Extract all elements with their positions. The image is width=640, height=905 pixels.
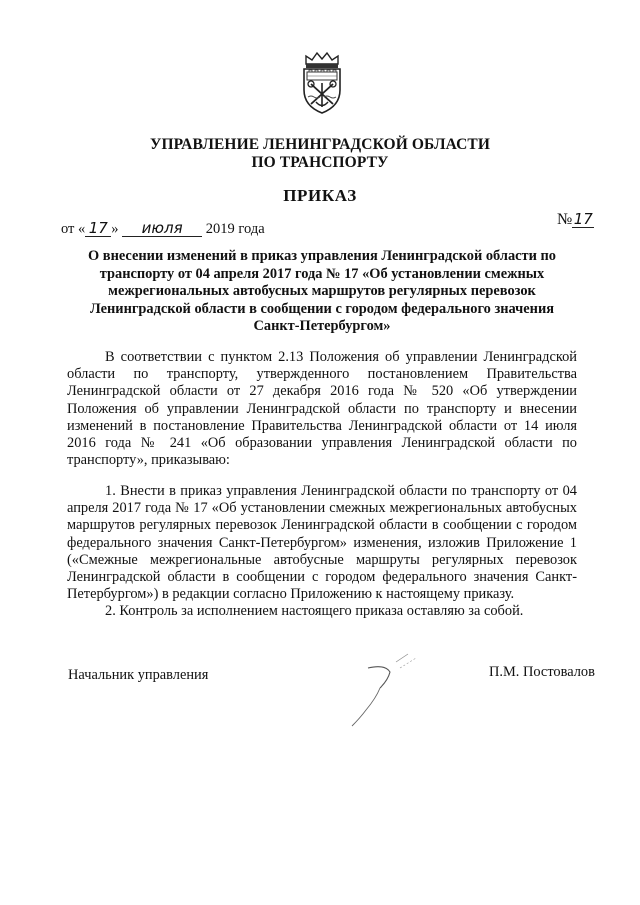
date-prefix: от « [61,221,86,237]
order-items [67,483,577,621]
number-prefix: № [557,211,573,228]
date-month: июля [122,220,202,237]
org-line-2: ПО ТРАНСПОРТУ [251,154,389,171]
org-line-1: УПРАВЛЕНИЕ ЛЕНИНГРАДСКОЙ ОБЛАСТИ [149,136,491,153]
date-mid: » [111,221,119,237]
document-type: ПРИКАЗ [283,186,357,205]
preamble-section [67,349,577,469]
signatory-title: Начальник управления [68,667,209,683]
organization-name [0,136,640,172]
date-year: 2019 года [205,221,265,237]
order-date [61,220,265,238]
preamble-paragraph: В соответствии с пунктом 2.13 Положения об управлении Ленинградской области по транспорту, утвержденного постановлением Правительства Ленинградской области от 27 декабря 2016 года № 520 «Об утверждении Положения об управлении Ленинградской области по транспорту и внесении изменений в постановление Правительства Ленинградской области от 14 июля 2016 года № 241 «Об образовании управления Ленинградской области по транспорту», приказываю: [67,349,577,469]
number-value: 17 [573,210,593,228]
order-subject: О внесении изменений в приказ управления Ленинградской области по транспорту от 04 апреля 2017 года № 17 «Об установлении смежных межрегиональных автобусных маршрутов регулярных перевозок Ленинградской области в сообщении с городом федерального значения Санкт-Петербургом» [88,248,556,334]
date-day: 17 [85,220,111,237]
coat-of-arms-icon [298,50,346,116]
order-item-1: 1. Внести в приказ управления Ленинградской области по транспорту от 04 апреля 2017 года № 17 «Об установлении смежных межрегиональных автобусных маршрутов регулярных перевозок Ленинградской области в сообщении с городом федерального значения Санкт-Петербургом» изменения, изложив Приложение 1 («Смежные межрегиональные автобусные маршруты регулярных перевозок Ленинградской области в сообщении с городом федерального значения Санкт-Петербургом») в редакции согласно Приложению к настоящему приказу. [67,483,577,603]
order-number [557,211,594,229]
signatory-name: П.М. Постовалов [489,664,595,680]
signature-icon [330,650,425,730]
order-item-2: 2. Контроль за исполнением настоящего приказа оставляю за собой. [105,603,524,620]
